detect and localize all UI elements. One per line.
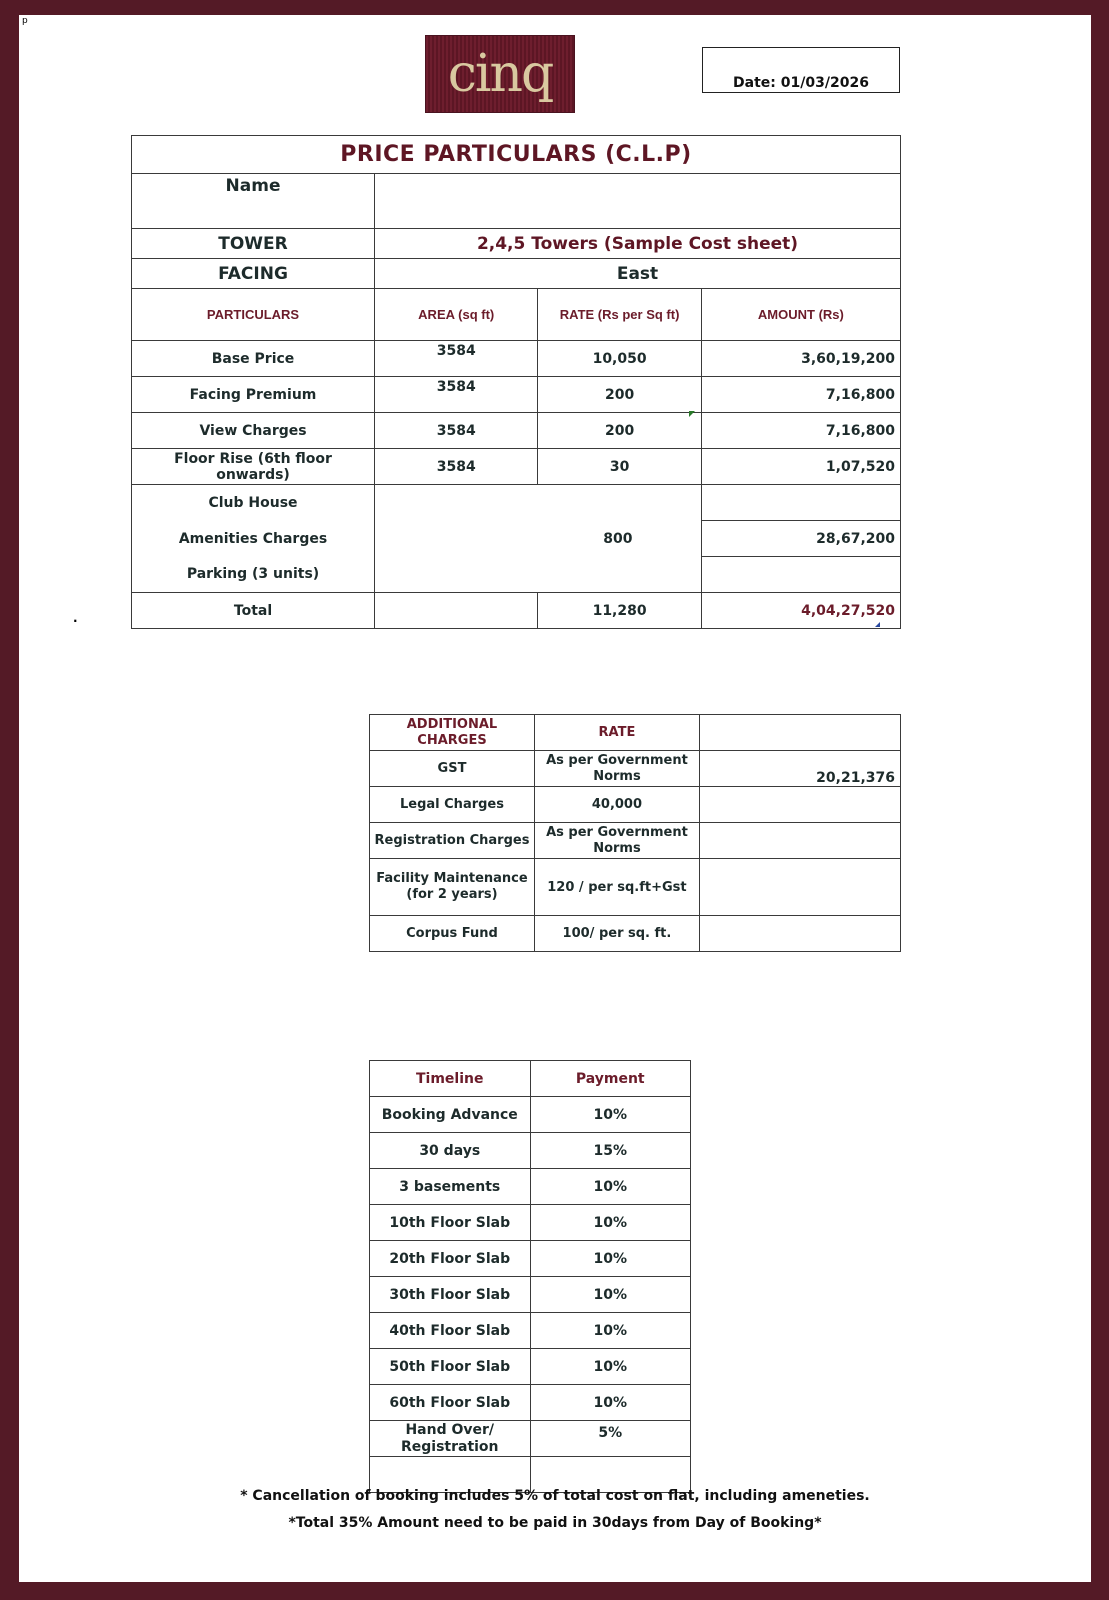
table-row (370, 1097, 691, 1133)
facing-value: East (375, 259, 901, 289)
payment-note: *Total 35% Amount need to be paid in 30days from Day of Booking* (288, 1515, 822, 1531)
row-rate: 30 (538, 449, 701, 485)
charge-label: Corpus Fund (370, 916, 535, 952)
group-rate-value: 800 (603, 530, 633, 547)
row-amount: 1,07,520 (701, 449, 900, 485)
row-rate: 200 (538, 413, 701, 449)
payment: 15% (530, 1133, 691, 1169)
charge-amount (699, 916, 900, 952)
charge-rate: 40,000 (534, 787, 699, 823)
stage: 30 days (370, 1133, 531, 1169)
charge-amount (699, 823, 900, 859)
tower-label: TOWER (132, 229, 375, 259)
price-title: PRICE PARTICULARS (C.L.P) (132, 136, 901, 174)
corner-mark: p (22, 16, 28, 26)
group-amount-blank (701, 557, 900, 593)
stage: 20th Floor Slab (370, 1241, 531, 1277)
table-row (132, 485, 901, 521)
date-text: Date: 01/03/2026 (733, 75, 869, 91)
row-particular: Floor Rise (6th floor onwards) (132, 449, 375, 485)
table-row (370, 1421, 691, 1457)
stage: 50th Floor Slab (370, 1349, 531, 1385)
table-row (370, 1313, 691, 1349)
row-amount: 7,16,800 (701, 413, 900, 449)
stage: 60th Floor Slab (370, 1385, 531, 1421)
header-amount-blank (699, 715, 900, 751)
price-particulars-table (131, 135, 901, 629)
charge-amount (699, 787, 900, 823)
total-rate: 11,280 (538, 593, 701, 629)
row-area: 3584 (375, 341, 538, 377)
row-amount: 3,60,19,200 (701, 341, 900, 377)
name-value (375, 174, 901, 229)
group-item-amenities: Amenities Charges (132, 521, 375, 557)
left-dot: . (73, 611, 78, 625)
charge-label: Legal Charges (370, 787, 535, 823)
group-amount: 28,67,200 (701, 521, 900, 557)
tower-value: 2,4,5 Towers (Sample Cost sheet) (375, 229, 901, 259)
header-rate: RATE (534, 715, 699, 751)
charge-rate: As per Government Norms (534, 823, 699, 859)
group-rate (375, 485, 702, 593)
charge-rate: 120 / per sq.ft+Gst (534, 859, 699, 916)
table-row (370, 823, 901, 859)
table-row (370, 1277, 691, 1313)
row-rate: 200 (538, 377, 701, 413)
charge-label: GST (370, 751, 535, 787)
stage: Hand Over/ Registration (370, 1421, 531, 1457)
cell-corner-marker (875, 622, 880, 627)
payment: 10% (530, 1205, 691, 1241)
total-label: Total (132, 593, 375, 629)
payment: 5% (530, 1421, 691, 1457)
table-row (370, 1241, 691, 1277)
header-rate: RATE (Rs per Sq ft) (538, 289, 701, 341)
table-row (370, 1133, 691, 1169)
table-row (370, 751, 901, 787)
additional-charges-table (369, 714, 901, 952)
cost-sheet-page (19, 15, 1091, 1582)
total-row (132, 593, 901, 629)
total-amount: 4,04,27,520 (701, 593, 900, 629)
table-row (370, 1205, 691, 1241)
header-area: AREA (sq ft) (375, 289, 538, 341)
charge-label: Facility Maintenance (for 2 years) (370, 859, 535, 916)
charge-amount: 20,21,376 (699, 751, 900, 787)
stage: 3 basements (370, 1169, 531, 1205)
table-row (370, 787, 901, 823)
table-row (132, 341, 901, 377)
row-rate: 10,050 (538, 341, 701, 377)
header-payment: Payment (530, 1061, 691, 1097)
header-timeline: Timeline (370, 1061, 531, 1097)
stage: Booking Advance (370, 1097, 531, 1133)
facing-label: FACING (132, 259, 375, 289)
row-particular: View Charges (132, 413, 375, 449)
total-area-blank (375, 593, 538, 629)
row-area: 3584 (375, 377, 538, 413)
table-row (132, 377, 901, 413)
charge-rate: 100/ per sq. ft. (534, 916, 699, 952)
table-row (370, 1385, 691, 1421)
table-row (370, 1169, 691, 1205)
name-label: Name (132, 174, 375, 229)
payment-timeline-table (369, 1060, 691, 1493)
logo-text: cinq (447, 44, 553, 104)
table-row (370, 1349, 691, 1385)
cinq-logo (425, 35, 575, 113)
charge-rate: As per Government Norms (534, 751, 699, 787)
payment: 10% (530, 1241, 691, 1277)
table-row (370, 916, 901, 952)
payment: 10% (530, 1097, 691, 1133)
header-particulars: PARTICULARS (132, 289, 375, 341)
payment: 10% (530, 1349, 691, 1385)
stage: 40th Floor Slab (370, 1313, 531, 1349)
date-box (702, 47, 900, 93)
payment: 10% (530, 1169, 691, 1205)
header-amount: AMOUNT (Rs) (701, 289, 900, 341)
table-row (132, 449, 901, 485)
payment: 10% (530, 1385, 691, 1421)
group-amount-blank (701, 485, 900, 521)
row-particular: Facing Premium (132, 377, 375, 413)
cell-comment-marker (689, 411, 695, 417)
row-area: 3584 (375, 413, 538, 449)
row-area: 3584 (375, 449, 538, 485)
row-particular: Base Price (132, 341, 375, 377)
header-additional-charges: ADDITIONAL CHARGES (370, 715, 535, 751)
charge-label: Registration Charges (370, 823, 535, 859)
table-row (132, 413, 901, 449)
charge-amount (699, 859, 900, 916)
table-row (370, 859, 901, 916)
group-item-club-house: Club House (132, 485, 375, 521)
stage: 30th Floor Slab (370, 1277, 531, 1313)
payment: 10% (530, 1277, 691, 1313)
group-item-parking: Parking (3 units) (132, 557, 375, 593)
row-amount: 7,16,800 (701, 377, 900, 413)
stage: 10th Floor Slab (370, 1205, 531, 1241)
cancellation-note: * Cancellation of booking includes 5% of total cost on flat, including ameneties. (240, 1488, 870, 1504)
payment: 10% (530, 1313, 691, 1349)
